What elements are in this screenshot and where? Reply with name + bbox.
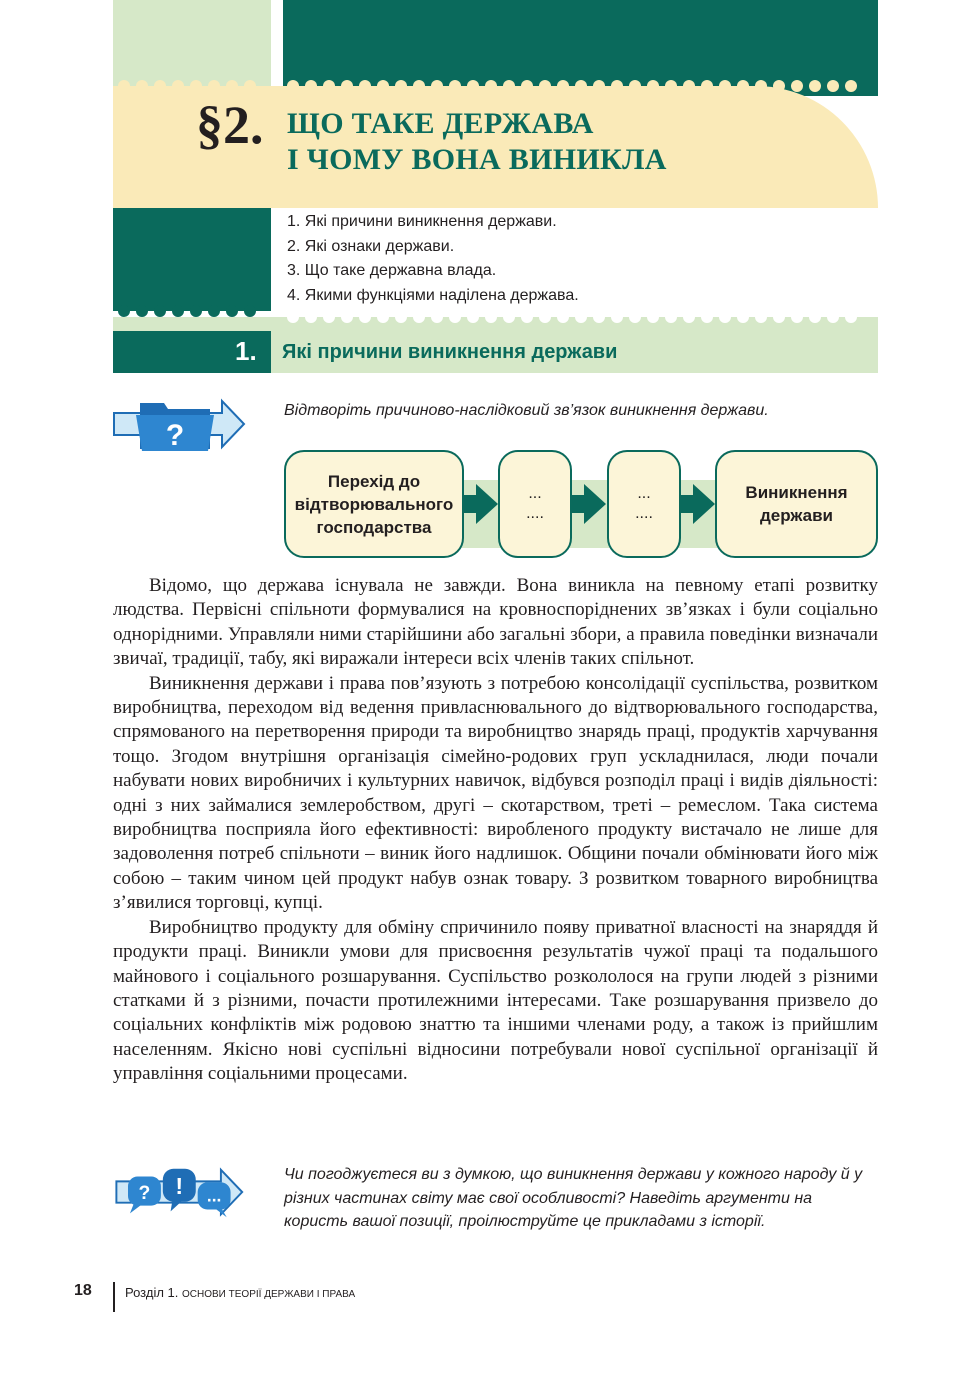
flow-arrow-icon [476,484,498,524]
section-scallop [287,311,857,323]
body-paragraph: Відомо, що держава існувала не завжди. Вона виникла на певному етапі розвитку людства. Первісні спільноти формувалися на кровноспоріднених зв’язках і були соціально однорідними. Управляли ними старійшини або загальні збори, а правила поведінки визначали звичаї, традиції, табу, які виражали інтереси всіх членів таких спільнот. [113,575,878,670]
body-paragraph: Виникнення держави і права пов’язують з потребою консолідації суспільства, розвитком виробництва, переходом від ведення привласнювального до відтворювального господарства, спрямованого на перетворення природи та виробництво знарядь праці, продуктів харчування тощо. Згодом внутрішня організація сімейно-родових груп ускладнилася, люди почали набувати нових виробничих і культурних навичок, відбувся розподіл праці і видів діяльності: одні з них займалися землеробством, другі – скотарством, треті – ремеслом. Така система виробництва посприяла його ефективності: виробленого продукту вистачало не лише для задоволення потреб спільноти – виник його надлишок. Общини почали обмінювати його між собою – таким чином цей продукт набув ознак товару. З розвитком товарного виробництва з’явилися торговці, купці. [113,672,878,914]
chapter-title: ОСНОВИ ТЕОРІЇ ДЕРЖАВИ І ПРАВА [182,1289,356,1300]
questions-decor [113,208,271,311]
flow-step-4-label: Виникнення держави [745,483,848,525]
question-item: 3. Що таке державна влада. [287,262,497,279]
question-item: 2. Які ознаки держави. [287,237,455,255]
questions-list [287,210,579,308]
page-title-line1: ЩО ТАКЕ ДЕРЖАВА [287,107,594,140]
chapter-label: Розділ 1. [125,1285,179,1300]
page-title [287,106,667,178]
flow-arrow-icon [693,484,715,524]
question-item: 1. Які причини виникнення держави. [287,213,557,230]
flow-step-2-line2: .... [526,505,544,522]
svg-text:?: ? [138,1181,151,1204]
task-instruction: Відтворіть причиново-наслідковий зв’язок виникнення держави. [284,402,769,419]
page-title-line2: І ЧОМУ ВОНА ВИНИКЛА [287,143,667,176]
page-number: 18 [74,1282,92,1299]
svg-text:?: ? [165,419,185,452]
flow-step-3-line2: .... [635,505,653,522]
flow-step-3-line1: ... [637,485,651,502]
folder-question-icon [112,393,264,455]
footer-divider [113,1282,115,1312]
discussion-bubbles-icon [112,1163,264,1223]
flow-step-2 [498,450,572,558]
question-item: 4. Якими функціями наділена держава. [287,286,579,304]
svg-text:!: ! [175,1172,184,1199]
flow-step-1-label: Перехід до відтворювального господарства [294,471,454,537]
flow-arrow-icon [584,484,606,524]
discussion-task: Чи погоджуєтеся ви з думкою, що виникнення держави у кожного народу й у різних частинах світу має свої особливості? Наведіть аргументи на користь вашої позиції, проілюструйте це прикладами з історії. [284,1166,863,1230]
body-paragraph: Виробництво продукту для обміну спричинило появу приватної власності на знаряддя й продукти праці. Виникли умови для присвоєння результатів чужої праці та подальшого майнового і соціального розшарування. Суспільство розкололося на групи людей з різними статками й з різними, почасти протилежними інтересами. Таке розшарування призвело до соціальних конфліктів між родовою знаттю та іншими членами роду, а також із прийшлим населенням. Якісно нові суспільні відносини потребували нової суспільної організації й управління соціальними процесами. [113,916,878,1085]
questions-scallop [118,305,256,317]
main-text [113,574,878,1087]
svg-text:...: ... [206,1185,222,1206]
flow-step-4 [715,450,878,558]
flow-step-1 [284,450,464,558]
header-scallop-right [287,80,857,92]
running-footer [125,1285,355,1300]
section-title: Які причини виникнення держави [282,341,618,363]
flow-step-3 [607,450,681,558]
section-number: 1. [235,336,257,366]
flow-step-2-line1: ... [528,485,542,502]
paragraph-number: §2. [196,95,264,155]
header-scallop-left [118,80,256,92]
